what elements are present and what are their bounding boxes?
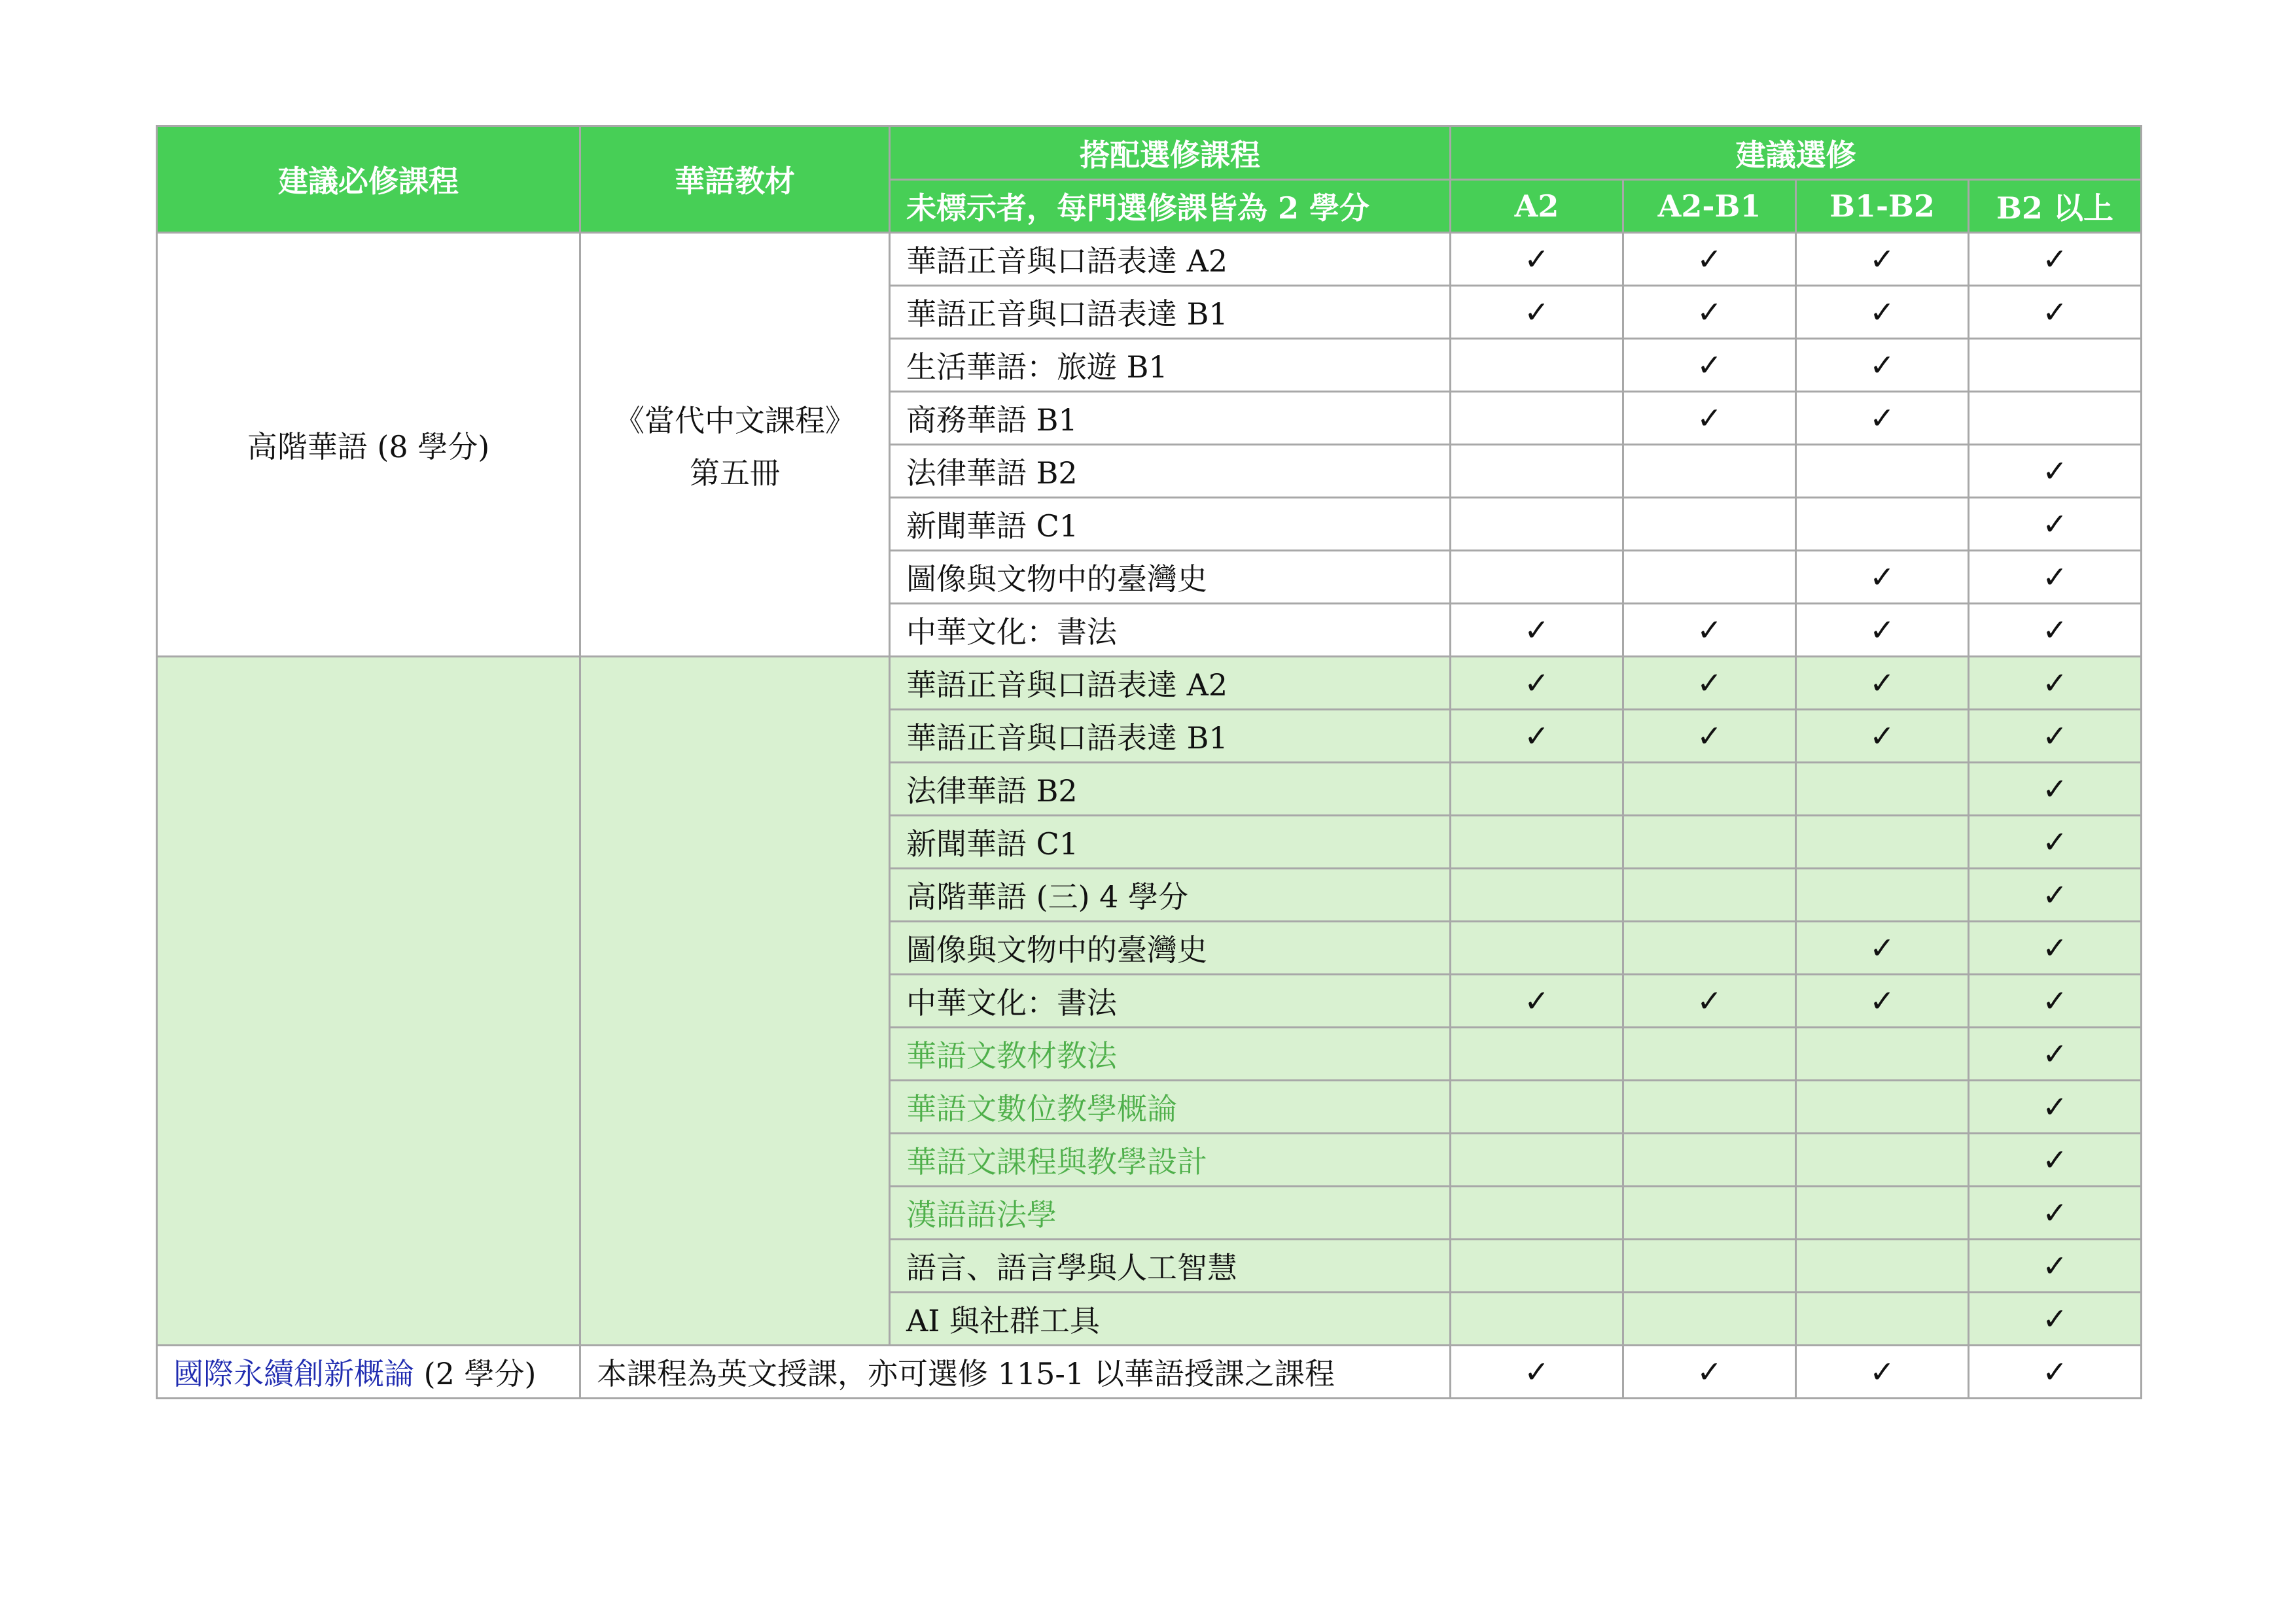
empty-cell xyxy=(1969,339,2142,392)
elective-course-name: 法律華語 B2 xyxy=(890,445,1451,498)
check-mark-icon: ✓ xyxy=(1623,604,1796,657)
check-mark-icon: ✓ xyxy=(1969,763,2142,816)
empty-cell xyxy=(1796,1187,1969,1240)
table-row xyxy=(157,657,2142,710)
table-row xyxy=(157,1346,2142,1399)
elective-course-name: 新聞華語 C1 xyxy=(890,498,1451,551)
check-mark-icon: ✓ xyxy=(1796,233,1969,286)
course-table xyxy=(156,125,2142,1399)
required-course-credits: (2 學分) xyxy=(414,1356,537,1391)
elective-course-name: 華語文課程與教學設計 xyxy=(890,1134,1451,1187)
empty-cell xyxy=(1451,1293,1623,1346)
empty-cell xyxy=(1451,763,1623,816)
empty-cell xyxy=(1796,1240,1969,1293)
check-mark-icon: ✓ xyxy=(1969,1293,2142,1346)
check-mark-icon: ✓ xyxy=(1969,1081,2142,1134)
check-mark-icon: ✓ xyxy=(1969,445,2142,498)
check-mark-icon: ✓ xyxy=(1969,1187,2142,1240)
empty-cell xyxy=(1796,1293,1969,1346)
check-mark-icon: ✓ xyxy=(1969,975,2142,1028)
header-level-b2-plus: B2 以上 xyxy=(1969,180,2142,233)
empty-cell xyxy=(1451,445,1623,498)
check-mark-icon: ✓ xyxy=(1969,657,2142,710)
check-mark-icon: ✓ xyxy=(1969,551,2142,604)
check-mark-icon: ✓ xyxy=(1451,604,1623,657)
header-elective-note: 未標示者，每門選修課皆為 2 學分 xyxy=(890,180,1451,233)
empty-cell xyxy=(1451,551,1623,604)
empty-cell xyxy=(1623,498,1796,551)
check-mark-icon: ✓ xyxy=(1623,1346,1796,1399)
empty-cell xyxy=(1623,763,1796,816)
empty-cell xyxy=(1623,1293,1796,1346)
elective-course-name: 中華文化：書法 xyxy=(890,604,1451,657)
required-course-label: 高階華語 (8 學分) xyxy=(247,428,490,464)
header-textbook: 華語教材 xyxy=(580,126,890,233)
check-mark-icon: ✓ xyxy=(1623,710,1796,763)
textbook-cell xyxy=(580,233,890,657)
header-elective-title: 搭配選修課程 xyxy=(890,126,1451,180)
check-mark-icon: ✓ xyxy=(1623,233,1796,286)
textbook-volume: 第五冊 xyxy=(690,455,780,491)
check-mark-icon: ✓ xyxy=(1969,233,2142,286)
empty-cell xyxy=(1623,1028,1796,1081)
check-mark-icon: ✓ xyxy=(1623,392,1796,445)
course-note: 本課程為英文授課，亦可選修 115-1 以華語授課之課程 xyxy=(580,1346,1451,1399)
check-mark-icon: ✓ xyxy=(1969,1346,2142,1399)
check-mark-icon: ✓ xyxy=(1451,1346,1623,1399)
header-recommend: 建議選修 xyxy=(1451,126,2142,180)
empty-cell xyxy=(1796,763,1969,816)
empty-cell xyxy=(1451,922,1623,975)
empty-cell xyxy=(1451,1081,1623,1134)
empty-cell xyxy=(1796,1134,1969,1187)
check-mark-icon: ✓ xyxy=(1796,657,1969,710)
empty-cell xyxy=(1623,1240,1796,1293)
empty-cell xyxy=(1451,816,1623,869)
elective-course-name: 華語正音與口語表達 B1 xyxy=(890,286,1451,339)
empty-cell xyxy=(1796,816,1969,869)
empty-cell xyxy=(1451,498,1623,551)
check-mark-icon: ✓ xyxy=(1796,392,1969,445)
check-mark-icon: ✓ xyxy=(1969,498,2142,551)
empty-cell xyxy=(1623,551,1796,604)
elective-course-name: AI 與社群工具 xyxy=(890,1293,1451,1346)
header-level-a2: A2 xyxy=(1451,180,1623,233)
elective-course-name: 法律華語 B2 xyxy=(890,763,1451,816)
empty-cell xyxy=(1623,922,1796,975)
elective-course-name: 華語正音與口語表達 B1 xyxy=(890,710,1451,763)
empty-cell xyxy=(1623,1134,1796,1187)
empty-cell xyxy=(1796,1028,1969,1081)
elective-course-name: 生活華語：旅遊 B1 xyxy=(890,339,1451,392)
check-mark-icon: ✓ xyxy=(1796,286,1969,339)
check-mark-icon: ✓ xyxy=(1796,922,1969,975)
empty-cell xyxy=(1451,339,1623,392)
elective-course-name: 商務華語 B1 xyxy=(890,392,1451,445)
textbook-cell-empty xyxy=(580,657,890,1346)
check-mark-icon: ✓ xyxy=(1451,975,1623,1028)
check-mark-icon: ✓ xyxy=(1623,975,1796,1028)
check-mark-icon: ✓ xyxy=(1796,975,1969,1028)
textbook-title: 《當代中文課程》 xyxy=(614,402,855,438)
check-mark-icon: ✓ xyxy=(1623,286,1796,339)
empty-cell xyxy=(1451,1187,1623,1240)
elective-course-name: 中華文化：書法 xyxy=(890,975,1451,1028)
empty-cell xyxy=(1796,445,1969,498)
check-mark-icon: ✓ xyxy=(1451,710,1623,763)
empty-cell xyxy=(1623,445,1796,498)
check-mark-icon: ✓ xyxy=(1969,1134,2142,1187)
required-course-cell xyxy=(157,233,580,657)
table-header xyxy=(157,126,2142,233)
elective-course-name: 語言、語言學與人工智慧 xyxy=(890,1240,1451,1293)
empty-cell xyxy=(1623,869,1796,922)
check-mark-icon: ✓ xyxy=(1969,1028,2142,1081)
elective-course-name: 華語文數位教學概論 xyxy=(890,1081,1451,1134)
check-mark-icon: ✓ xyxy=(1451,657,1623,710)
check-mark-icon: ✓ xyxy=(1796,710,1969,763)
empty-cell xyxy=(1796,498,1969,551)
check-mark-icon: ✓ xyxy=(1969,869,2142,922)
check-mark-icon: ✓ xyxy=(1969,922,2142,975)
check-mark-icon: ✓ xyxy=(1623,657,1796,710)
check-mark-icon: ✓ xyxy=(1969,286,2142,339)
elective-course-name: 高階華語 (三) 4 學分 xyxy=(890,869,1451,922)
elective-course-name: 華語正音與口語表達 A2 xyxy=(890,657,1451,710)
check-mark-icon: ✓ xyxy=(1969,816,2142,869)
elective-course-name: 新聞華語 C1 xyxy=(890,816,1451,869)
check-mark-icon: ✓ xyxy=(1451,286,1623,339)
elective-course-name: 華語文教材教法 xyxy=(890,1028,1451,1081)
check-mark-icon: ✓ xyxy=(1796,551,1969,604)
check-mark-icon: ✓ xyxy=(1623,339,1796,392)
elective-course-name: 圖像與文物中的臺灣史 xyxy=(890,551,1451,604)
empty-cell xyxy=(1451,869,1623,922)
empty-cell xyxy=(1796,869,1969,922)
empty-cell xyxy=(1451,1240,1623,1293)
empty-cell xyxy=(1969,392,2142,445)
header-level-b1-b2: B1-B2 xyxy=(1796,180,1969,233)
empty-cell xyxy=(1623,816,1796,869)
header-required: 建議必修課程 xyxy=(157,126,580,233)
empty-cell xyxy=(1623,1187,1796,1240)
elective-course-name: 圖像與文物中的臺灣史 xyxy=(890,922,1451,975)
required-course-link: 國際永續創新概論 xyxy=(173,1356,414,1391)
table-row xyxy=(157,233,2142,286)
empty-cell xyxy=(1623,1081,1796,1134)
header-level-a2-b1: A2-B1 xyxy=(1623,180,1796,233)
required-course-cell xyxy=(157,1346,580,1399)
check-mark-icon: ✓ xyxy=(1796,1346,1969,1399)
check-mark-icon: ✓ xyxy=(1969,604,2142,657)
table-body xyxy=(157,233,2142,1399)
empty-cell xyxy=(1451,392,1623,445)
check-mark-icon: ✓ xyxy=(1796,604,1969,657)
empty-cell xyxy=(1451,1028,1623,1081)
required-course-cell-empty xyxy=(157,657,580,1346)
empty-cell xyxy=(1796,1081,1969,1134)
elective-course-name: 漢語語法學 xyxy=(890,1187,1451,1240)
empty-cell xyxy=(1451,1134,1623,1187)
elective-course-name: 華語正音與口語表達 A2 xyxy=(890,233,1451,286)
check-mark-icon: ✓ xyxy=(1969,1240,2142,1293)
check-mark-icon: ✓ xyxy=(1451,233,1623,286)
check-mark-icon: ✓ xyxy=(1796,339,1969,392)
check-mark-icon: ✓ xyxy=(1969,710,2142,763)
